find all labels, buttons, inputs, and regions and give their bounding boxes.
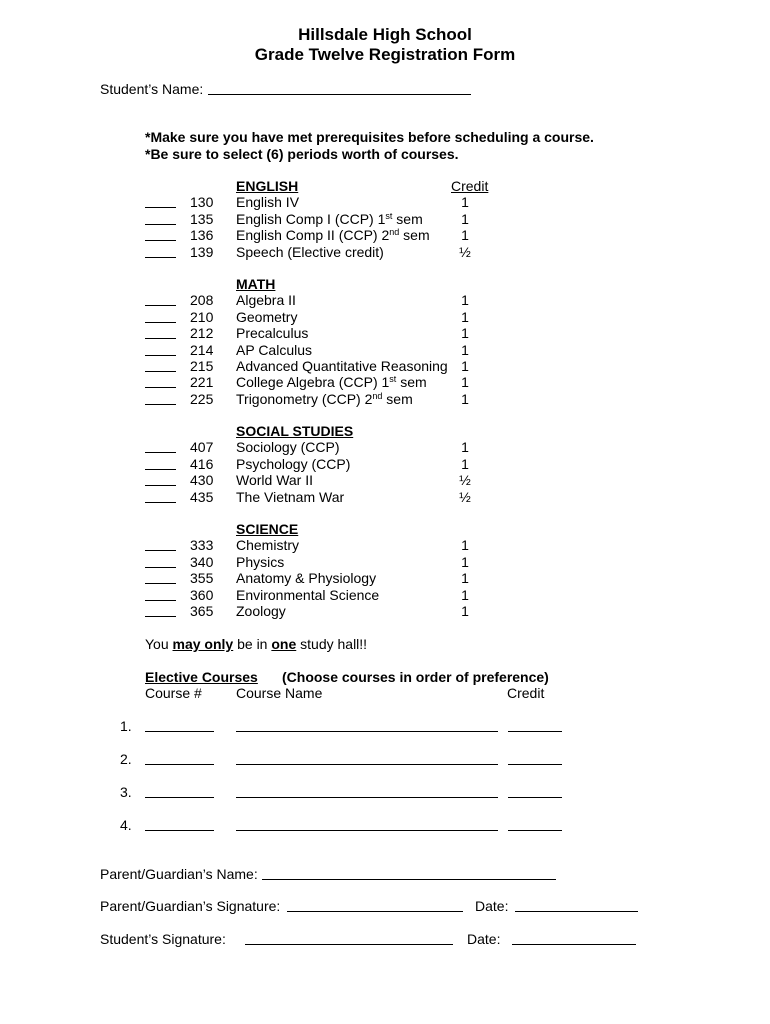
electives-instruction: (Choose courses in order of preference) — [282, 669, 549, 685]
course-select-blank[interactable] — [145, 292, 176, 306]
course-credit: 1 — [461, 358, 469, 374]
elective-row-number: 2. — [120, 751, 132, 767]
course-code: 130 — [190, 194, 214, 210]
course-name-ordinal: st — [385, 211, 393, 221]
course-name-text: Precalculus — [236, 325, 309, 341]
course-code: 365 — [190, 603, 214, 619]
electives-col-course-number: Course # — [145, 685, 202, 701]
elective-credit-field[interactable] — [508, 784, 562, 798]
course-name-ordinal: nd — [389, 227, 400, 237]
credit-header: Credit — [451, 178, 489, 194]
study-hall-text: be in — [233, 636, 272, 652]
course-name — [236, 194, 299, 210]
course-name-text: Sociology (CCP) — [236, 439, 340, 455]
parent-name-label: Parent/Guardian’s Name: — [100, 866, 258, 882]
electives-title: Elective Courses — [145, 669, 258, 685]
course-code: 340 — [190, 554, 214, 570]
course-select-blank[interactable] — [145, 244, 176, 258]
section-title-science: SCIENCE — [236, 521, 299, 537]
form-title: Grade Twelve Registration Form — [254, 45, 516, 64]
course-name-text: The Vietnam War — [236, 489, 345, 505]
parent-date-field[interactable] — [515, 898, 638, 912]
course-name — [236, 374, 427, 390]
course-name-suffix: sem — [382, 391, 413, 407]
course-name — [236, 570, 376, 586]
course-name — [236, 537, 299, 553]
course-code: 416 — [190, 456, 214, 472]
course-select-blank[interactable] — [145, 603, 176, 617]
course-code: 139 — [190, 244, 214, 260]
course-select-blank[interactable] — [145, 211, 176, 225]
course-credit: 1 — [461, 325, 469, 341]
course-select-blank[interactable] — [145, 439, 176, 453]
section-title-social-studies: SOCIAL STUDIES — [236, 423, 354, 439]
course-select-blank[interactable] — [145, 374, 176, 388]
course-code: 215 — [190, 358, 214, 374]
course-name-text: English IV — [236, 194, 300, 210]
course-name-text: AP Calculus — [236, 342, 313, 358]
elective-row-number: 4. — [120, 817, 132, 833]
student-signature-field[interactable] — [245, 931, 453, 945]
course-credit: 1 — [461, 439, 469, 455]
course-credit: 1 — [461, 554, 469, 570]
study-hall-text: You — [145, 636, 173, 652]
course-credit: 1 — [461, 570, 469, 586]
student-name-field[interactable] — [208, 81, 471, 95]
course-credit: 1 — [461, 227, 469, 243]
elective-row-number: 1. — [120, 718, 132, 734]
course-code: 136 — [190, 227, 214, 243]
elective-course-number-field[interactable] — [145, 784, 214, 798]
course-name-text: Chemistry — [236, 537, 300, 553]
course-name-text: Psychology (CCP) — [236, 456, 351, 472]
section-title-math: MATH — [236, 276, 276, 292]
course-name — [236, 227, 430, 243]
course-credit: 1 — [461, 391, 469, 407]
course-name-text: English Comp II (CCP) 2 — [236, 227, 390, 243]
course-name — [236, 342, 312, 358]
course-name-text: Geometry — [236, 309, 298, 325]
elective-course-name-field[interactable] — [236, 718, 498, 732]
study-hall-emphasis: may only — [172, 636, 234, 652]
parent-signature-label: Parent/Guardian’s Signature: — [100, 898, 281, 914]
course-name — [236, 309, 297, 325]
course-select-blank[interactable] — [145, 358, 176, 372]
course-credit: 1 — [461, 456, 469, 472]
course-credit: 1 — [461, 374, 469, 390]
instruction-prerequisites: *Make sure you have met prerequisites before scheduling a course. — [145, 129, 594, 145]
study-hall-note — [145, 636, 367, 652]
course-code: 333 — [190, 537, 214, 553]
course-credit: 1 — [461, 309, 469, 325]
elective-course-number-field[interactable] — [145, 817, 214, 831]
course-code: 435 — [190, 489, 214, 505]
course-credit: 1 — [461, 342, 469, 358]
course-name-text: Trigonometry (CCP) 2 — [236, 391, 373, 407]
elective-course-number-field[interactable] — [145, 718, 214, 732]
course-credit: 1 — [461, 194, 469, 210]
course-code: 212 — [190, 325, 214, 341]
course-credit: 1 — [461, 587, 469, 603]
electives-col-credit: Credit — [507, 685, 545, 701]
course-select-blank[interactable] — [145, 489, 176, 503]
course-name — [236, 439, 339, 455]
course-code: 360 — [190, 587, 214, 603]
course-name-text: Speech (Elective credit) — [236, 244, 384, 260]
course-select-blank[interactable] — [145, 456, 176, 470]
course-name-ordinal: nd — [372, 391, 383, 401]
course-name-suffix: sem — [399, 227, 430, 243]
study-hall-emphasis: one — [271, 636, 297, 652]
course-name — [236, 358, 448, 374]
course-code: 355 — [190, 570, 214, 586]
course-name-text: Zoology — [236, 603, 286, 619]
student-date-field[interactable] — [512, 931, 636, 945]
course-select-blank[interactable] — [145, 587, 176, 601]
course-credit: ½ — [459, 489, 471, 505]
course-name-suffix: sem — [396, 374, 427, 390]
course-select-blank[interactable] — [145, 325, 176, 339]
course-name-text: College Algebra (CCP) 1 — [236, 374, 390, 390]
course-select-blank[interactable] — [145, 537, 176, 551]
course-select-blank[interactable] — [145, 554, 176, 568]
course-name — [236, 587, 379, 603]
course-name — [236, 489, 344, 505]
course-name-text: World War II — [236, 472, 314, 488]
elective-credit-field[interactable] — [508, 718, 562, 732]
parent-signature-field[interactable] — [287, 898, 463, 912]
school-name: Hillsdale High School — [298, 25, 472, 44]
elective-course-name-field[interactable] — [236, 751, 498, 765]
course-select-blank[interactable] — [145, 391, 176, 405]
study-hall-text: study hall!! — [296, 636, 368, 652]
elective-course-name-field[interactable] — [236, 784, 498, 798]
course-code: 225 — [190, 391, 214, 407]
course-name — [236, 603, 286, 619]
course-name — [236, 292, 296, 308]
course-name-text: Algebra II — [236, 292, 296, 308]
course-name-suffix: sem — [392, 211, 423, 227]
parent-name-field[interactable] — [262, 866, 556, 880]
course-credit: 1 — [461, 537, 469, 553]
course-code: 210 — [190, 309, 214, 325]
course-name — [236, 554, 284, 570]
elective-row-number: 3. — [120, 784, 132, 800]
course-credit: ½ — [459, 244, 471, 260]
course-select-blank[interactable] — [145, 342, 176, 356]
course-code: 407 — [190, 439, 214, 455]
section-title-english: ENGLISH — [236, 178, 299, 194]
course-select-blank[interactable] — [145, 227, 176, 241]
elective-credit-field[interactable] — [508, 817, 562, 831]
course-name — [236, 211, 423, 227]
course-code: 214 — [190, 342, 214, 358]
course-credit: 1 — [461, 603, 469, 619]
elective-course-number-field[interactable] — [145, 751, 214, 765]
course-name — [236, 244, 384, 260]
course-credit: ½ — [459, 472, 471, 488]
course-select-blank[interactable] — [145, 309, 176, 323]
course-select-blank[interactable] — [145, 570, 176, 584]
parent-date-label: Date: — [475, 898, 509, 914]
elective-course-name-field[interactable] — [236, 817, 498, 831]
electives-col-course-name: Course Name — [236, 685, 323, 701]
student-date-label: Date: — [467, 931, 501, 947]
course-name — [236, 391, 413, 407]
course-name-text: Physics — [236, 554, 285, 570]
course-name-text: Environmental Science — [236, 587, 380, 603]
instruction-six-periods: *Be sure to select (6) periods worth of courses. — [145, 146, 459, 162]
course-credit: 1 — [461, 292, 469, 308]
student-name-label: Student’s Name: — [100, 81, 204, 97]
course-code: 208 — [190, 292, 214, 308]
course-credit: 1 — [461, 211, 469, 227]
course-name — [236, 456, 350, 472]
course-name — [236, 472, 313, 488]
student-signature-label: Student’s Signature: — [100, 931, 226, 947]
course-name — [236, 325, 308, 341]
course-code: 221 — [190, 374, 214, 390]
course-name-text: English Comp I (CCP) 1 — [236, 211, 386, 227]
course-select-blank[interactable] — [145, 194, 176, 208]
course-code: 135 — [190, 211, 214, 227]
course-name-text: Anatomy & Physiology — [236, 570, 377, 586]
elective-credit-field[interactable] — [508, 751, 562, 765]
course-name-ordinal: st — [389, 374, 397, 384]
course-name-text: Advanced Quantitative Reasoning — [236, 358, 448, 374]
course-code: 430 — [190, 472, 214, 488]
course-select-blank[interactable] — [145, 472, 176, 486]
